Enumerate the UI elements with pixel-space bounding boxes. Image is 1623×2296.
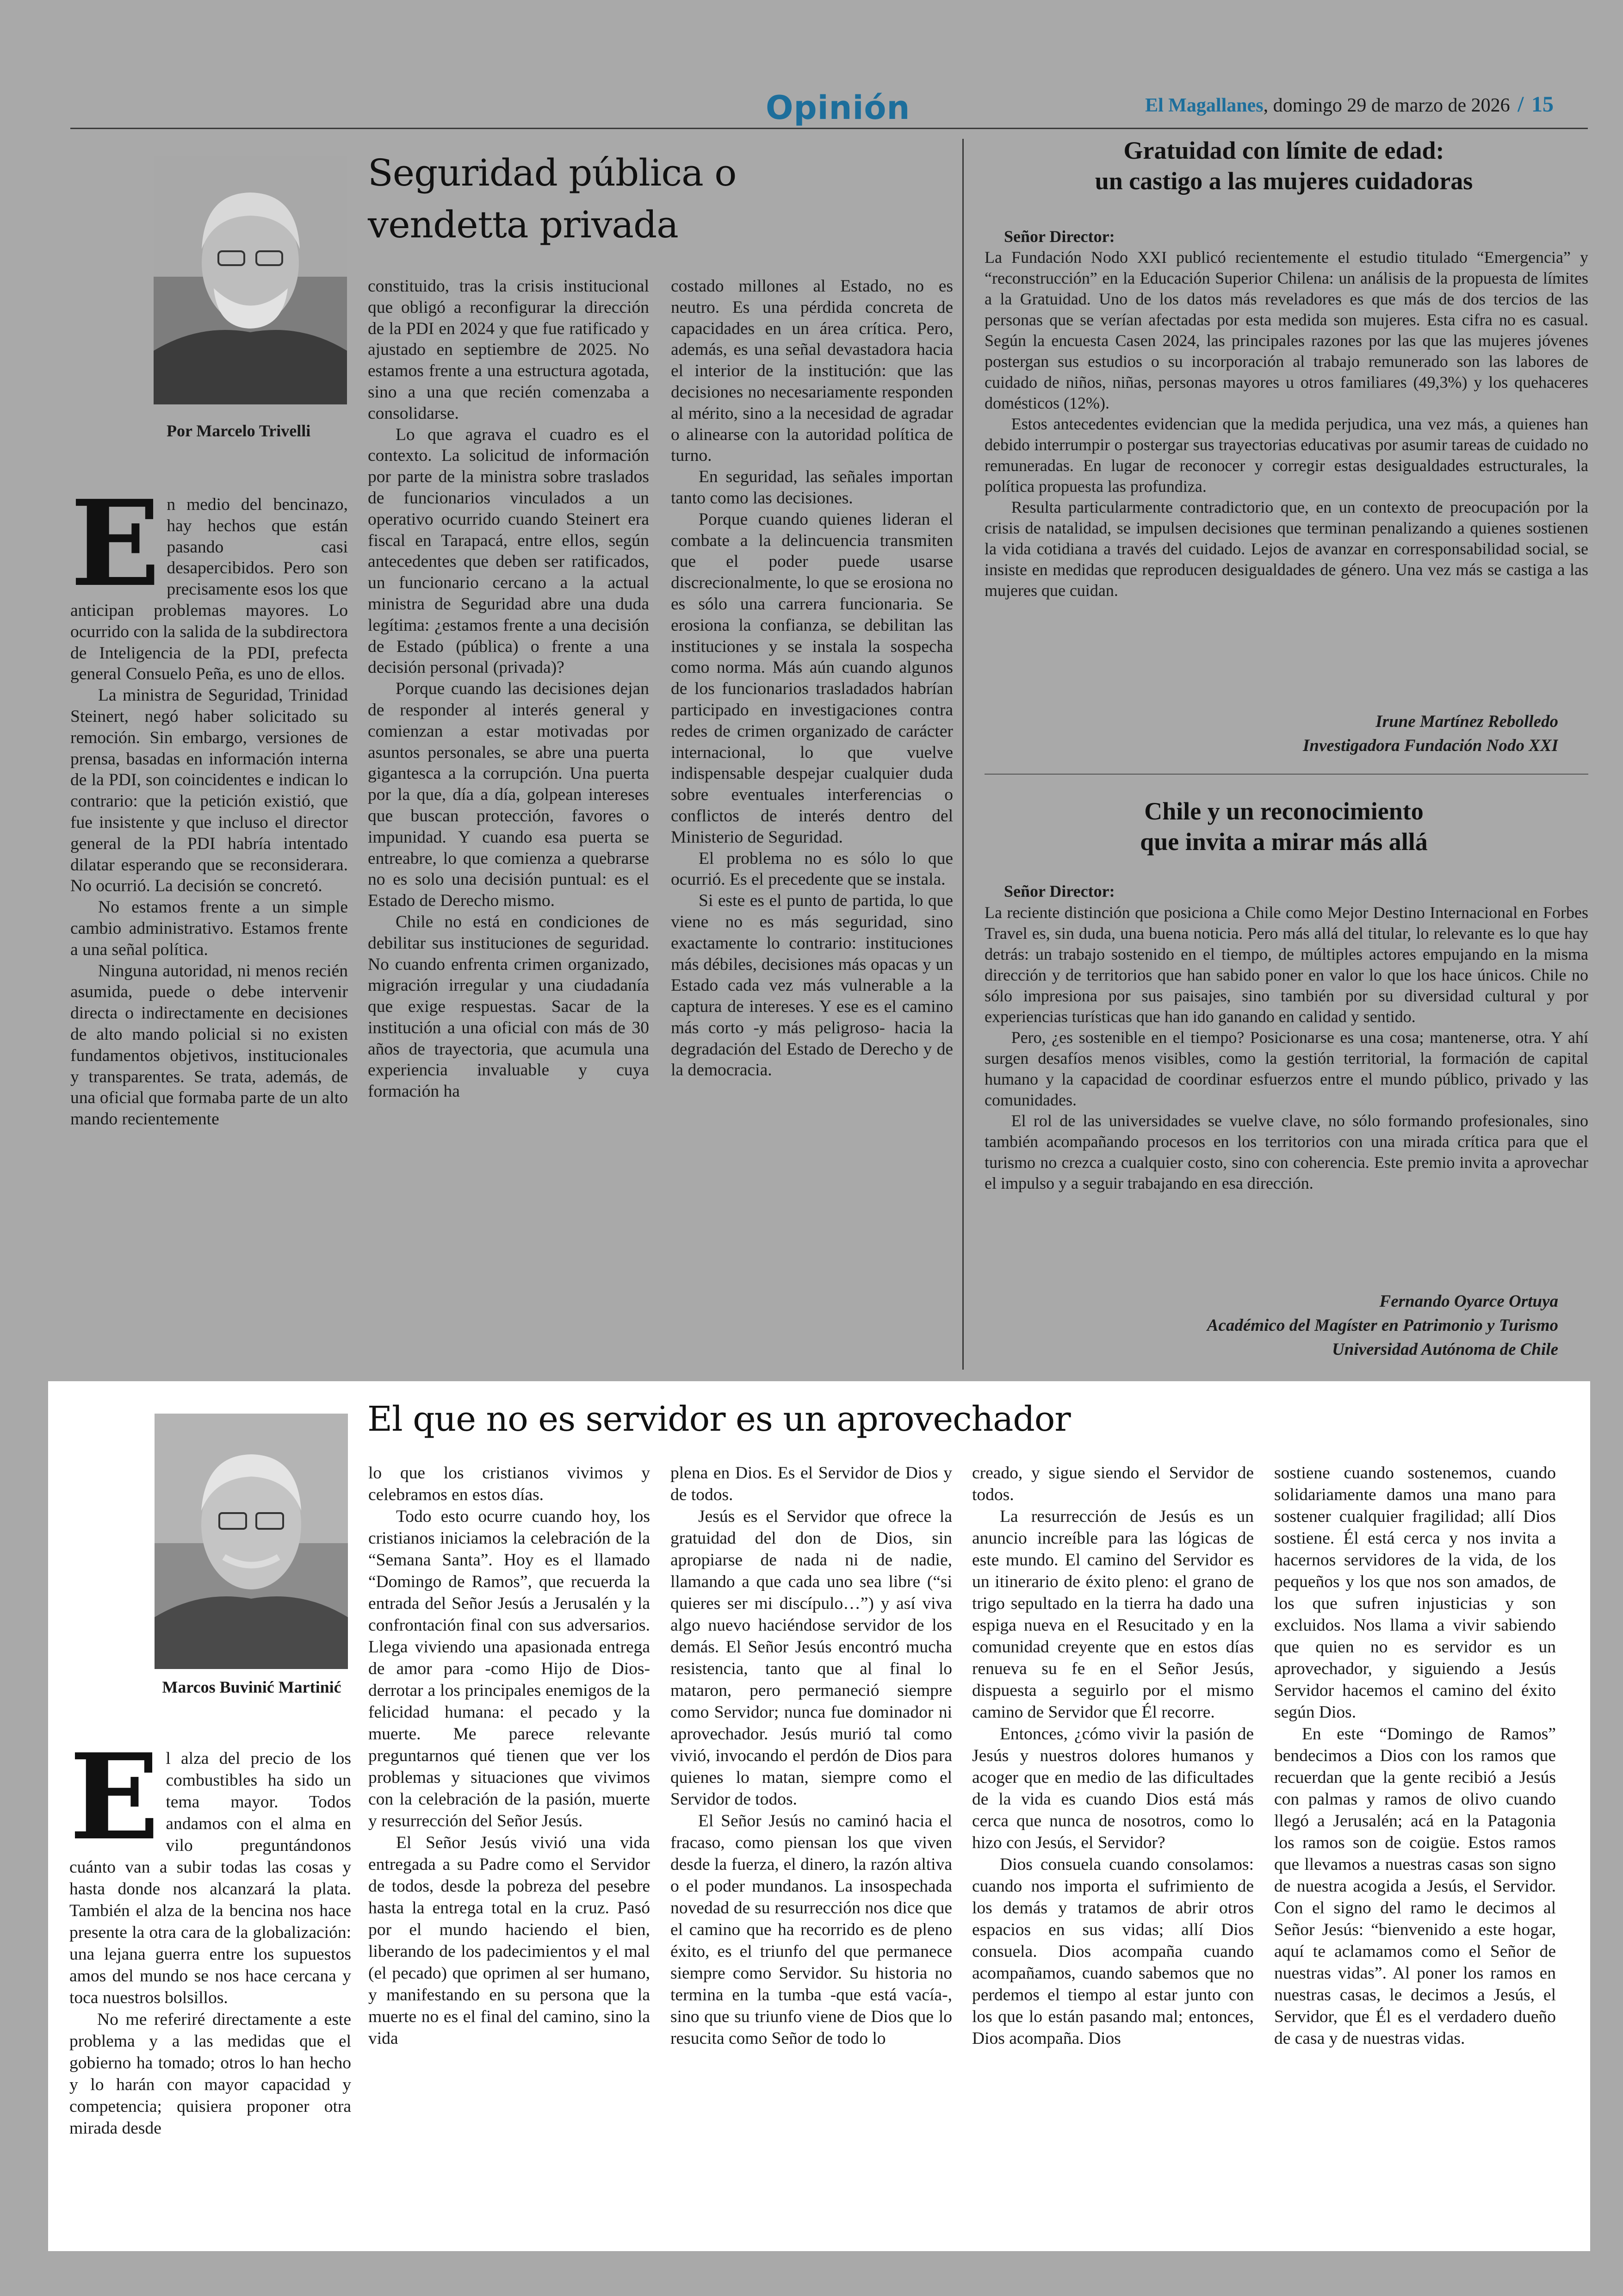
header-rule bbox=[70, 128, 1588, 129]
letter1-signature-name: Irune Martínez Rebolledo bbox=[1375, 712, 1558, 731]
page-separator: / bbox=[1518, 92, 1524, 117]
letter2-title-line-1: Chile y un reconocimiento bbox=[1144, 797, 1424, 825]
section-title: Opinión bbox=[766, 89, 911, 127]
letter1-signature bbox=[985, 710, 1558, 761]
paragraph: Si este es el punto de partida, lo que viene no es más seguridad, sino exactamente lo contrario: instituciones más débiles, decisiones más opacas y un Estado cada vez más vulnerable a la captura de intereses. Y ese es el camino más corto -y más peligroso- hacia la degradación del Estado de Derecho y de la democracia. bbox=[671, 891, 953, 1080]
letter-divider bbox=[985, 774, 1588, 775]
paragraph: l alza del precio de los combustibles ha sido un tema mayor. Todos andamos con el alma en vilo preguntándonos cuánto van a subir todas las cosas y hasta donde nos alcanzará la plata. También el alza de la bencina nos hace presente la otra cara de la globalización: una lejana guerra entre los supuestos amos del mundo se nos hace cercana y toca nuestros bolsillos. bbox=[69, 1749, 351, 2007]
author-portrait-illustration bbox=[155, 1414, 348, 1669]
column1-col-b bbox=[368, 276, 649, 1372]
paragraph: Pero, ¿es sostenible en el tiempo? Posicionarse es una cosa; mantenerse, otra. Y ahí surgen desafíos menos visibles, como la gestión territorial, la formación de capital humano y la capacidad de coordinar esfuerzos entre el mundo público, privado y las comunidades. bbox=[985, 1028, 1588, 1109]
paragraph: Dios consuela cuando consolamos: cuando nos importa el sufrimiento de los demás y tratamos de abrir otros espacios en sus vidas; allí Dios consuela. Dios acompaña cuando acompañamos, cuando sabemos que no perdemos el tiempo al estar junto con los que lo están pasando mal; entonces, Dios acompaña. Dios bbox=[972, 1855, 1254, 2048]
paragraph: Porque cuando quienes lideran el combate a la delincuencia transmiten que el poder puede usarse discrecionalmente, lo que se erosiona no es sólo una carrera funcionaria. Se erosiona la confianza, se debilitan las instituciones y se instala la sospecha como norma. Más aún cuando algunos de los funcionarios trasladados habrían participado en investigaciones contra redes de crimen organizado de carácter internacional, lo que vuelve indispensable despejar cualquier duda sobre eventuales interferencias o conflictos de interés dentro del Ministerio de Seguridad. bbox=[671, 509, 953, 847]
column-divider bbox=[962, 139, 964, 1370]
page-number: 15 bbox=[1531, 92, 1554, 117]
column-headline: El que no es servidor es un aprovechador bbox=[367, 1399, 1071, 1439]
letter1-signature-role: Investigadora Fundación Nodo XXI bbox=[1302, 736, 1558, 755]
paragraph: Jesús es el Servidor que ofrece la gratuidad del don de Dios, sin apropiarse de nada ni de nadie, llamando a que cada uno sea libre (“si quieres ser mi discípulo…”) y así viva algo nuevo haciéndose servidor de los demás. El Señor Jesús encontró mucha resistencia, tanto que al final lo mataron, pero permaneció siempre como Servidor; nunca fue dominador ni aprovechador. Jesús murió tal como vivió, invocando el perdón de Dios para quienes lo matan, siempre como el Servidor de todos. bbox=[670, 1507, 952, 1809]
author-byline: Por Marcelo Trivelli bbox=[167, 422, 311, 440]
letter2-signature-name: Fernando Oyarce Ortuya bbox=[1379, 1292, 1558, 1311]
paragraph: Resulta particularmente contradictorio que, en un contexto de preocupación por la crisis de natalidad, se impulsen decisiones que terminan penalizando a quienes sostienen la vida cotidiana a través del cuidado. Lejos de avanzar en corresponsabilidad social, se insiste en medidas que reproducen desigualdades de género. Una vez más se castiga a las mujeres que cuidan. bbox=[985, 498, 1588, 600]
issue-date: , domingo 29 de marzo de 2026 bbox=[1263, 95, 1510, 116]
paragraph: costado millones al Estado, no es neutro. Es una pérdida concreta de capacidades en un área crítica. Pero, además, es una señal devastadora hacia el interior de la institución: que las decisiones no necesariamente responden al mérito, sino a la necesidad de agradar o alinearse con la autoridad política de turno. bbox=[671, 277, 953, 465]
paragraph: La Fundación Nodo XXI publicó recientemente el estudio titulado “Emergencia” y “reconstrucción” en la Educación Superior Chilena: un análisis de la propuesta de límites a la Gratuidad. Uno de los datos más reveladores es que más de dos tercios de las personas que se verían afectadas por esta medida son mujeres. Esta cifra no es casual. Según la encuesta Casen 2024, las principales razones por las que las mujeres jóvenes postergan sus estudios o su incorporación al trabajo remunerado son las labores de cuidado de niños, niñas, personas mayores u otros familiares (49,3%) y los quehaceres domésticos (12%). bbox=[985, 248, 1588, 412]
column-headline bbox=[368, 147, 738, 251]
letter2-body bbox=[985, 902, 1588, 1291]
column2-col-b bbox=[368, 1462, 650, 2249]
letter1-title bbox=[976, 135, 1592, 196]
paragraph: No estamos frente a un simple cambio administrativo. Estamos frente a una señal política. bbox=[70, 898, 348, 959]
paragraph: Chile no está en condiciones de debilitar sus instituciones de seguridad. No cuando enfrenta crimen organizado, migración irregular y una ciudadanía que exige respuestas. Sacar de la institución a una oficial con más de 30 años de trayectoria, que acumula una experiencia invaluable y cuya formación ha bbox=[368, 912, 649, 1101]
letter2-signature bbox=[985, 1290, 1558, 1366]
paragraph: La reciente distinción que posiciona a Chile como Mejor Destino Internacional en Forbes Travel es, sin duda, una buena noticia. Pero más allá del titular, lo relevante es lo que hay detrás: un trabajo sostenido en el tiempo, de múltiples actores empujando en la misma dirección y de territorios que han sabido poner en valor lo que los hace únicos. Chile no sólo impresiona por sus paisajes, sino también por su diversidad cultural y por experiencias turísticas que han ido ganando en calidad y sentido. bbox=[985, 903, 1588, 1026]
newspaper-name: El Magallanes bbox=[1145, 95, 1264, 116]
paragraph: constituido, tras la crisis institucional que obligó a reconfigurar la dirección de la PDI en 2024 y que fue ratificado y ajustado en septiembre de 2025. No estamos frente a una estructura agotada, sino a una que recién comenzaba a consolidarse. bbox=[368, 277, 649, 423]
letter2-title-line-2: que invita a mirar más allá bbox=[1140, 828, 1428, 856]
column2-col-c bbox=[670, 1462, 952, 2249]
paragraph: El problema no es sólo lo que ocurrió. Es el precedente que se instala. bbox=[671, 849, 953, 889]
column1-col-c bbox=[671, 276, 953, 1372]
dropcap: E bbox=[70, 494, 161, 613]
headline-line-1: Seguridad pública o bbox=[368, 151, 737, 194]
paragraph: Lo que agrava el cuadro es el contexto. La solicitud de información por parte de la ministra sobre traslados de funcionarios vinculados a un operativo ocurrido cuando Steinert era fiscal en Tarapacá, entre ellos, según antecedentes que deben ser ratificados, un funcionario cercano a la actual ministra de Seguridad abre una duda legítima: ¿estamos frente a una decisión de Estado (pública) o frente a una decisión personal (privada)? bbox=[368, 425, 649, 677]
paragraph: La ministra de Seguridad, Trinidad Steinert, negó haber solicitado su remoción. Sin embargo, versiones de prensa, basadas en información interna de la PDI, son coincidentes e indican lo contrario: que la petición existió, que fue insistente y que incluso el director general de la PDI habría intentado dilatar esperando que se reconsiderara. No ocurrió. La decisión se concretó. bbox=[70, 686, 348, 896]
paragraph: Estos antecedentes evidencian que la medida perjudica, una vez más, a quienes han debido interrumpir o postergar sus trayectorias educativas por asumir tareas de cuidado no remuneradas. En lugar de reconocer y corregir estas desigualdades estructurales, la política propuesta las profundiza. bbox=[985, 415, 1588, 496]
paragraph: El Señor Jesús vivió una vida entregada a su Padre como el Servidor de todos, desde la pobreza del pesebre hasta la entrega total en la cruz. Pasó por el mundo haciendo el bien, liberando de los padecimientos y el mal (el pecado) que oprimen al ser humano, y manifestando en su persona que la muerte no es el final del camino, sino la vida bbox=[368, 1833, 650, 2048]
paragraph: plena en Dios. Es el Servidor de Dios y de todos. bbox=[670, 1464, 952, 1504]
paragraph: n medio del bencinazo, hay hechos que están pasando casi desapercibidos. Pero son precisamente esos los que anticipan problemas mayores. Lo ocurrido con la salida de la subdirectora de Inteligencia de la PDI, prefecta general Consuelo Peña, es uno de ellos. bbox=[70, 495, 348, 684]
paragraph: En seguridad, las señales importan tanto como las decisiones. bbox=[671, 467, 953, 508]
letter2-salutation: Señor Director: bbox=[1004, 882, 1115, 900]
author-photo-buvinic bbox=[155, 1414, 348, 1669]
column2-col-e bbox=[1274, 1462, 1556, 2249]
author-portrait-illustration bbox=[154, 156, 347, 404]
paragraph: Ninguna autoridad, ni menos recién asumida, puede o debe intervenir directa o indirectamente en decisiones de alto mando policial si no existen fundamentos objetivos, institucionales y transparentes. Se trata, además, de una oficial que formaba parte de un alto mando recientemente bbox=[70, 961, 348, 1129]
paragraph: Porque cuando las decisiones dejan de responder al interés general y comienzan a estar motivadas por asuntos personales, se abre una puerta gigantesca a la corrupción. Una puerta por la que, día a día, golpean intereses que buscan protección, favores o impunidad. Y cuando esa puerta se entreabre, lo que comienza a quebrarse no es solo una decisión puntual: es el Estado de Derecho mismo. bbox=[368, 679, 649, 911]
paragraph: La resurrección de Jesús es un anuncio increíble para las lógicas de este mundo. El camino del Servidor es un itinerario de éxito pleno: el grano de trigo sepultado en la tierra ha dado una espiga nueva en el Resucitado y en la comunidad creyente que en estos días renueva su fe en el Señor Jesús, dispuesta a seguirlo por el mismo camino de Servidor que Él recorre. bbox=[972, 1507, 1254, 1722]
letter1-title-line-1: Gratuidad con límite de edad: bbox=[1123, 137, 1444, 164]
column2-col-d bbox=[972, 1462, 1254, 2249]
paragraph: No me referiré directamente a este problema y a las medidas que el gobierno ha tomado; otros lo han hecho y lo harán con mayor capacidad y competencia; quisiera proponer otra mirada desde bbox=[69, 2010, 351, 2138]
letter2-title bbox=[976, 796, 1592, 857]
letter2-signature-role-1: Académico del Magíster en Patrimonio y Turismo bbox=[1207, 1316, 1558, 1335]
letter2-signature-role-2: Universidad Autónoma de Chile bbox=[1332, 1340, 1558, 1359]
paragraph: creado, y sigue siendo el Servidor de todos. bbox=[972, 1464, 1254, 1504]
page-info bbox=[1145, 92, 1554, 117]
letter1-body bbox=[985, 247, 1588, 713]
paragraph: En este “Domingo de Ramos” bendecimos a Dios con los ramos que recuerdan que la gente recibió a Jesús con palmas y ramos de olivo cuando llegó a Jerusalén; acá en la Patagonia los ramos son de coigüe. Estos ramos que llevamos a nuestras casas son signo de nuestra acogida a Jesús, el Servidor. Con el signo del ramo le decimos al Señor Jesús: “bienvenido a este hogar, aquí te aclamamos como el Señor de nuestras vidas”. Al poner los ramos en nuestras casas, le decimos a Jesús, el Servidor, que Él es el verdadero dueño de casa y de nuestras vidas. bbox=[1274, 1725, 1556, 2048]
letter1-title-line-2: un castigo a las mujeres cuidadoras bbox=[1095, 167, 1473, 195]
author-byline: Marcos Buvinić Martinić bbox=[162, 1678, 341, 1696]
column1-col-a bbox=[70, 494, 348, 1373]
author-photo-trivelli bbox=[154, 156, 347, 404]
paragraph: El Señor Jesús no caminó hacia el fracaso, como piensan los que viven desde la fuerza, el dinero, la razón altiva o el poder mundanos. La insospechada novedad de su resurrección nos dice que el camino que ha recorrido es de pleno éxito, es el triunfo del que permanece siempre como Servidor. Su historia no termina en la tumba -que está vacía-, sino que su triunfo viene de Dios que lo resucita como Señor de todo lo bbox=[670, 1812, 952, 2048]
column2-col-a bbox=[69, 1748, 351, 2247]
paragraph: Todo esto ocurre cuando hoy, los cristianos iniciamos la celebración de la “Semana Santa”. Hoy es el llamado “Domingo de Ramos”, que recuerda la entrada del Señor Jesús a Jerusalén y la confrontación final con sus adversarios. Llega viviendo una apasionada entrega de amor para -como Hijo de Dios- derrotar a los principales enemigos de la felicidad humana: el pecado y la muerte. Me parece relevante preguntarnos qué tienen que ver los problemas y situaciones que vivimos con la celebración de la pasión, muerte y resurrección del Señor Jesús. bbox=[368, 1507, 650, 1831]
paragraph: Entonces, ¿cómo vivir la pasión de Jesús y nuestros dolores humanos y acoger que en medio de las dificultades de la vida es cuando Dios está más cerca que nunca de nosotros, como lo hizo con Jesús, el Servidor? bbox=[972, 1725, 1254, 1852]
paragraph: El rol de las universidades se vuelve clave, no sólo formando profesionales, sino también acompañando procesos en los territorios con una mirada crítica para que el turismo no crezca a cualquier costo, sino con coherencia. Este premio invita a aprovechar el impulso y a seguir trabajando en esa dirección. bbox=[985, 1111, 1588, 1192]
paragraph: lo que los cristianos vivimos y celebramos en estos días. bbox=[368, 1464, 650, 1504]
dropcap: E bbox=[69, 1748, 160, 1867]
column2-panel bbox=[48, 1381, 1590, 2251]
headline-line-2: vendetta privada bbox=[368, 203, 678, 246]
paragraph: sostiene cuando sostenemos, cuando solidariamente damos una mano para sostener cualquier fragilidad; allí Dios sostiene. Él está cerca y nos invita a hacernos servidores de la vida, de los pequeños y los que nos son amados, de los que sufren injusticias y son excluidos. Nos llama a vivir sabiendo que quien no es servidor es un aprovechador, y siguiendo a Jesús Servidor hacemos el camino del éxito según Dios. bbox=[1274, 1464, 1556, 1722]
letter1-salutation: Señor Director: bbox=[1004, 227, 1115, 246]
